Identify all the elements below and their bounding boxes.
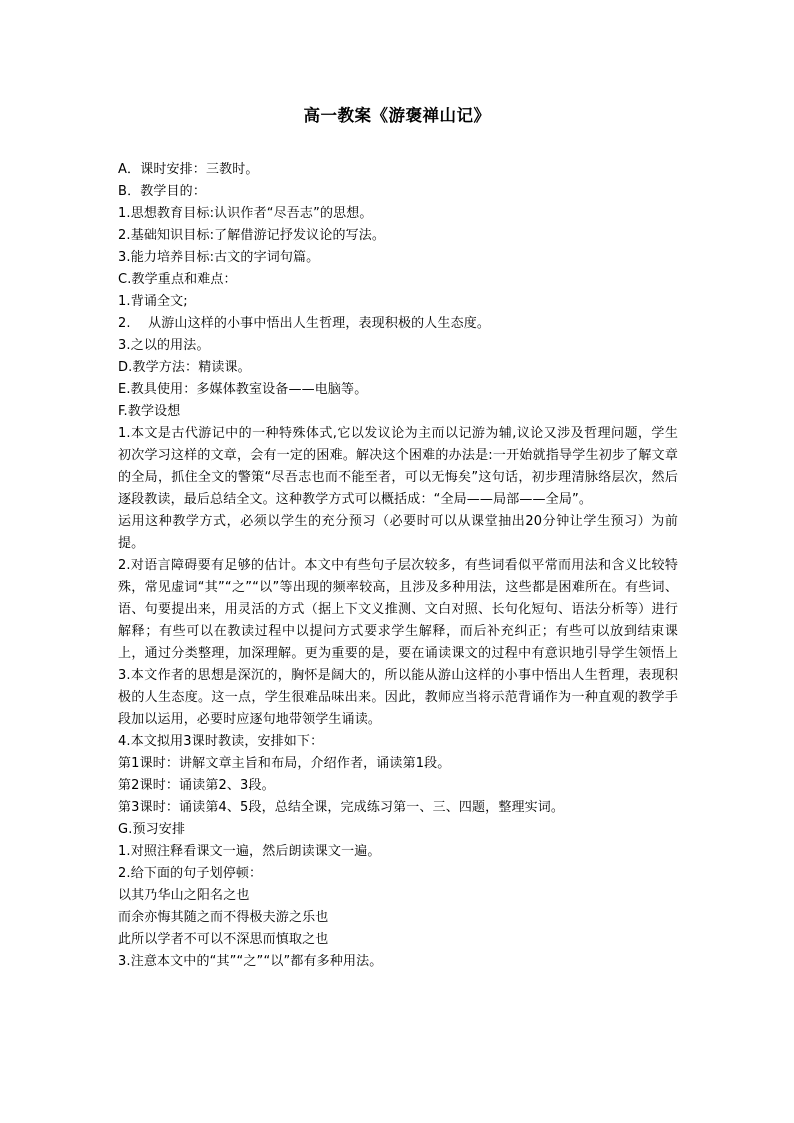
key-point-2: 2. 从游山这样的小事中悟出人生哲理，表现积极的人生态度。: [118, 316, 491, 331]
section-f-heading: F.教学设想: [118, 404, 181, 419]
plan-paragraph-3: 3.本文作者的思想是深沉的，胸怀是阔大的，所以能从游山这样的小事中悟出人生哲理，表现积极的人生态度。这一点，学生很难品味出来。因此，教师应当将示范背诵作为一种直观的教学手段加以运用，必要时应逐句地带领学生诵读。: [118, 668, 678, 727]
key-point-3: 3.之以的用法。: [118, 338, 210, 353]
sentence-2: 而余亦悔其随之而不得极夫游之乐也: [118, 910, 329, 925]
preview-item-3: 3.注意本文中的“其”“之”“以”都有多种用法。: [118, 954, 383, 969]
section-c-heading: C.教学重点和难点：: [118, 272, 237, 287]
preview-item-1: 1.对照注释看课文一遍，然后朗读课文一遍。: [118, 844, 381, 859]
plan-item-4: 4.本文拟用3课时教读，安排如下：: [118, 734, 324, 749]
section-a-schedule: A．课时安排：三教时。: [118, 162, 259, 177]
section-d-method: D.教学方法：精读课。: [118, 360, 251, 375]
preview-item-2: 2.给下面的句子划停顿：: [118, 866, 263, 881]
lesson-2: 第2课时：诵读第2、3段。: [118, 778, 275, 793]
section-b-heading: B．教学目的：: [118, 184, 206, 199]
section-e-tools: E.教具使用：多媒体教室设备——电脑等。: [118, 382, 368, 397]
plan-paragraph-1b: 运用这种教学方式，必须以学生的充分预习（必要时可以从课堂抽出20分钟让学生预习）为前提。: [118, 514, 678, 551]
objective-3: 3.能力培养目标:古文的字词句篇。: [118, 250, 320, 265]
document-title: 高一教案《游褒禅山记》: [303, 106, 491, 125]
objective-1: 1.思想教育目标:认识作者“尽吾志”的思想。: [118, 206, 373, 221]
lesson-3: 第3课时：诵读第4、5段，总结全课，完成练习第一、三、四题，整理实词。: [118, 800, 565, 815]
plan-paragraph-2: 2.对语言障碍要有足够的估计。本文中有些句子层次较多，有些词看似平常而用法和含义比较特殊，常见虚词“其”“之”“以”等出现的频率较高，且涉及多种用法，这些都是困难所在。有些词、语、句要提出来，用灵活的方式（据上下文义推测、文白对照、长句化短句、语法分析等）进行解释；有些可以在教读过程中以提问方式要求学生解释，而后补充纠正；有些可以放到结束课上，通过分类整理，加深理解。更为重要的是，要在诵读课文的过程中有意识地引导学生领悟上: [118, 558, 678, 661]
objective-2: 2.基础知识目标:了解借游记抒发议论的写法。: [118, 228, 386, 243]
sentence-3: 此所以学者不可以不深思而慎取之也: [118, 932, 329, 947]
plan-paragraph-1: 1.本文是古代游记中的一种特殊体式,它以发议论为主而以记游为辅,议论又涉及哲理问题，学生初次学习这样的文章，会有一定的困难。解决这个困难的办法是:一开始就指导学生初步了解文章的全局，抓住全文的警策“尽吾志也而不能至者，可以无悔矣”这句话，初步理清脉络层次，然后逐段教读，最后总结全文。这种教学方式可以概括成：“全局——局部——全局”。: [118, 426, 678, 507]
key-point-1: 1.背诵全文;: [118, 294, 188, 309]
document-body: [118, 159, 678, 973]
section-g-heading: G.预习安排: [118, 822, 186, 837]
sentence-1: 以其乃华山之阳名之也: [118, 888, 250, 903]
lesson-1: 第1课时：讲解文章主旨和布局，介绍作者，诵读第1段。: [118, 756, 451, 771]
